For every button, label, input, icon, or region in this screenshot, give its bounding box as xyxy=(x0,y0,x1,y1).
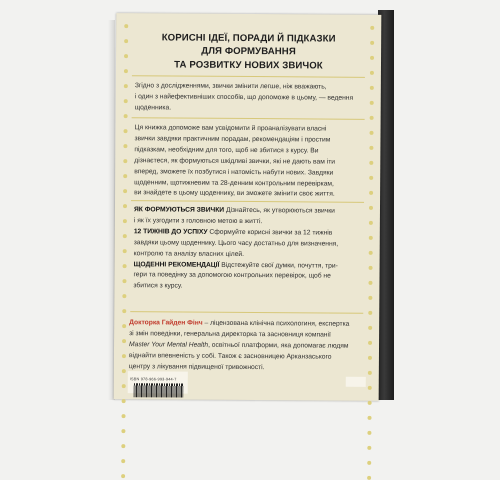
text-line: щоденним, щотижневим та 28-денним контрольним перевіркам, xyxy=(134,178,334,188)
barcode xyxy=(134,383,184,397)
features-list xyxy=(133,205,364,294)
text-line: ви знайдете в цьому щоденнику, ви зможете змінити своє життя. xyxy=(134,189,335,199)
divider xyxy=(130,311,363,314)
dot-column-right xyxy=(364,15,376,480)
bio-text: , освітньої платформи, яка допомагає людям xyxy=(208,341,349,350)
divider xyxy=(132,117,365,120)
description-paragraph xyxy=(134,123,365,201)
text-line: Ця книжка допоможе вам усвідомити й проаналізувати власні xyxy=(134,124,327,133)
heading-line: КОРИСНІ ІДЕЇ, ПОРАДИ Й ПІДКАЗКИ xyxy=(161,32,336,45)
feature-text: завдяки цьому щоденнику. Цього часу достатньо для визначення, xyxy=(133,238,339,248)
text-line: підказкам, необхідним для того, щоб не збитися з курсу. Ви xyxy=(134,146,319,155)
text-line: вперед, зможете їх позбутися і натомість набути нових. Завдяки xyxy=(134,167,334,177)
bio-text: зі змін поведінки, генеральна директорка та засновниця компанії xyxy=(129,330,331,339)
feature-text: гери та поведінку за допомогою контрольних перевірок, щоб не xyxy=(133,271,331,281)
bio-text: центру з лікування підвищеної тривожності. xyxy=(128,362,265,371)
feature-heading: ЯК ФОРМУЮТЬСЯ ЗВИЧКИ xyxy=(133,206,225,214)
author-bio xyxy=(129,318,369,374)
text-line: звички завдяки практичним порадам, рекомендаціям і простим xyxy=(134,135,331,144)
text-line: щоденника. xyxy=(134,104,172,112)
text-line: і один з найефективніших способів, що допоможе в цьому, — ведення xyxy=(134,93,354,102)
feature-daily xyxy=(133,260,363,294)
divider xyxy=(131,200,364,203)
feature-12-weeks xyxy=(134,227,364,261)
feature-text: контролю та аналізу власних цілей. xyxy=(133,249,245,258)
isbn-label: ISBN 978-966-993-944-7 xyxy=(129,377,177,382)
author-name: Докторка Гайден Фінч xyxy=(129,319,203,327)
bio-text: віднайти впевненість у собі. Також є засновницею Арканзаського xyxy=(128,351,332,361)
text-line: дізнаєтеся, як формуються шкідливі звички, які не дають вам іти xyxy=(134,156,336,166)
feature-heading: 12 ТИЖНІВ ДО УСПІХУ xyxy=(133,228,208,236)
book-back-cover xyxy=(114,13,382,401)
feature-text: Відстежуйте свої думки, почуття, три- xyxy=(219,261,338,270)
feature-text: Сформуйте корисні звички за 12 тижнів xyxy=(207,228,333,237)
publisher-sticker xyxy=(346,377,366,387)
feature-heading: ЩОДЕННІ РЕКОМЕНДАЦІЇ xyxy=(133,260,220,269)
feature-text: Дізнайтесь, як утворюються звички xyxy=(224,206,335,215)
company-name: Master Your Mental Health xyxy=(129,340,209,349)
heading-line: ДЛЯ ФОРМУВАННЯ xyxy=(201,46,296,58)
heading-line: ТА РОЗВИТКУ НОВИХ ЗВИЧОК xyxy=(174,59,323,72)
cover-heading xyxy=(116,31,381,73)
feature-habits xyxy=(134,205,364,228)
text-line: Згідно з дослідженнями, звички змінити легше, ніж вважають, xyxy=(134,82,327,91)
feature-text: збитися з курсу. xyxy=(133,282,183,290)
bio-text: – ліцензована клінічна психологиня, експертка xyxy=(202,319,350,328)
feature-text: і як їх узгодити з головною метою в житті. xyxy=(133,217,263,226)
intro-paragraph xyxy=(135,81,365,115)
dot-column-left xyxy=(118,13,130,478)
divider xyxy=(132,75,365,78)
